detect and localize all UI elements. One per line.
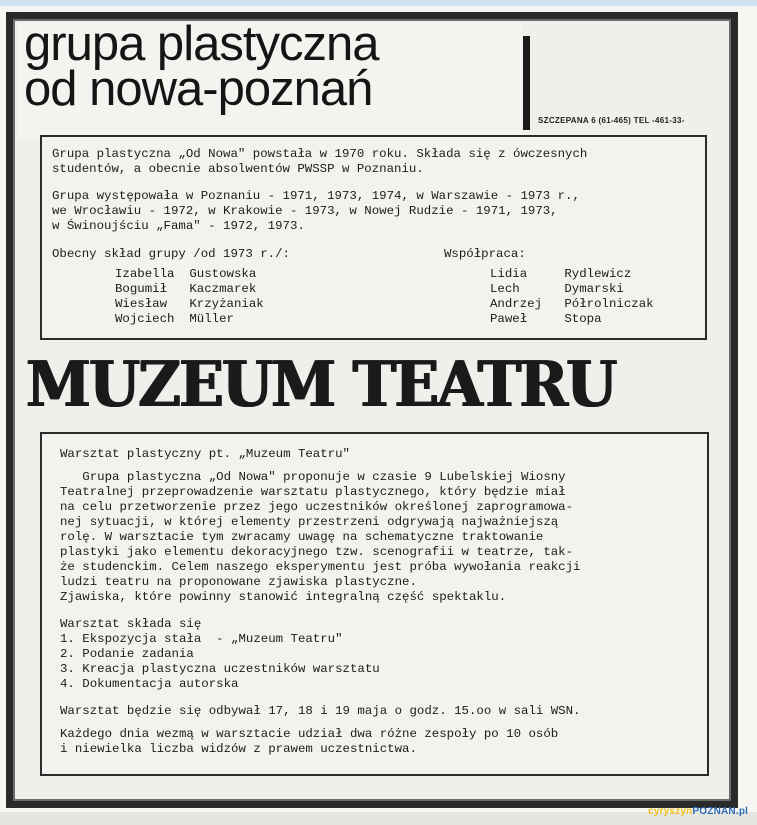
members-heading-text: Obecny skład grupy /od 1973 r./: — [52, 247, 290, 261]
member-name: Bogumił Kaczmarek — [115, 282, 257, 296]
members-heading — [52, 247, 290, 262]
group-title — [24, 17, 524, 116]
intro-text — [52, 147, 587, 234]
workshop-closing: Każdego dnia wezmą w warsztacie udział dwa różne zespoły po 10 osób — [60, 727, 559, 741]
cooperator-name: Paweł Stopa — [490, 312, 602, 326]
member-name: Wojciech Müller — [115, 312, 234, 326]
workshop-part: 1. Ekspozycja stała - „Muzeum Teatru" — [60, 632, 343, 646]
intro-line: w Świnoujściu „Fama" - 1972, 1973. — [52, 219, 305, 233]
watermark-logo — [648, 806, 748, 817]
workshop-para-line: Zjawiska, które powinny stanowić integralną część spektaklu. — [60, 590, 507, 604]
museum-banner: MUZEUM TEATRU — [26, 347, 616, 421]
cooperation-heading-text: Współpraca: — [444, 247, 526, 261]
bottom-strip — [0, 812, 757, 825]
cooperator-name: Lech Dymarski — [490, 282, 624, 296]
workshop-para-line: nej sytuacji, w której elementy przestrzeni odgrywają najważniejszą — [60, 515, 559, 529]
workshop-para-line: że studenckim. Celem naszego eksperymentu jest próba wywołania reakcji — [60, 560, 581, 574]
member-name: Izabella Gustowska — [115, 267, 257, 281]
workshop-closing: i niewielka liczba widzów z prawem uczestnictwa. — [60, 742, 417, 756]
workshop-part: 4. Dokumentacja autorska — [60, 677, 239, 691]
workshop-part: 3. Kreacja plastyczna uczestników warsztatu — [60, 662, 380, 676]
workshop-parts-heading: Warsztat składa się — [60, 617, 202, 631]
intro-line: studentów, a obecnie absolwentów PWSSP w Poznaniu. — [52, 162, 424, 176]
cooperator-name: Andrzej Półrolniczak — [490, 297, 654, 311]
workshop-para-line: Teatralnej przeprowadzenie warsztatu plastycznego, który będzie miał — [60, 485, 566, 499]
top-strip — [0, 0, 757, 6]
workshop-title: Warsztat plastyczny pt. „Muzeum Teatru" — [60, 447, 350, 461]
watermark-part2: POZNAN.pl — [692, 806, 749, 817]
workshop-para-line: rolę. W warsztacie tym zwracamy uwagę na schematyczne traktowanie — [60, 530, 544, 544]
workshop-para-line: na celu przetworzenie przez jego uczestników określonej zaprogramowa- — [60, 500, 574, 514]
workshop-part: 2. Podanie zadania — [60, 647, 194, 661]
cooperation-heading — [444, 247, 526, 262]
intro-line: Grupa występowała w Poznaniu - 1971, 1973, 1974, w Warszawie - 1973 r., — [52, 189, 580, 203]
member-name: Wiesław Krzyżaniak — [115, 297, 264, 311]
workshop-text — [60, 447, 581, 757]
watermark-part1: cyryszyn — [648, 806, 693, 817]
group-title-line1: grupa plastyczna — [24, 17, 379, 71]
workshop-para-line: Grupa plastyczna „Od Nowa" proponuje w czasie 9 Lubelskiej Wiosny — [60, 470, 566, 484]
intro-line: Grupa plastyczna „Od Nowa" powstała w 1970 roku. Składa się z ówczesnych — [52, 147, 588, 161]
address-line: SZCZEPANA 6 (61-465) TEL -461-33- — [538, 116, 685, 125]
workshop-para-line: ludzi teatru na proponowane zjawiska plastyczne. — [60, 575, 417, 589]
group-title-line2: od nowa-poznań — [24, 62, 373, 116]
header-rule — [523, 36, 530, 130]
members-list — [115, 267, 264, 327]
workshop-schedule: Warsztat będzie się odbywał 17, 18 i 19 maja o godz. 15.oo w sali WSN. — [60, 704, 581, 718]
cooperation-list — [490, 267, 654, 327]
cooperator-name: Lidia Rydlewicz — [490, 267, 632, 281]
workshop-para-line: plastyki jako elementu dekoracyjnego tzw. scenografii w teatrze, tak- — [60, 545, 574, 559]
intro-line: we Wrocławiu - 1972, w Krakowie - 1973, w Nowej Rudzie - 1971, 1973, — [52, 204, 558, 218]
